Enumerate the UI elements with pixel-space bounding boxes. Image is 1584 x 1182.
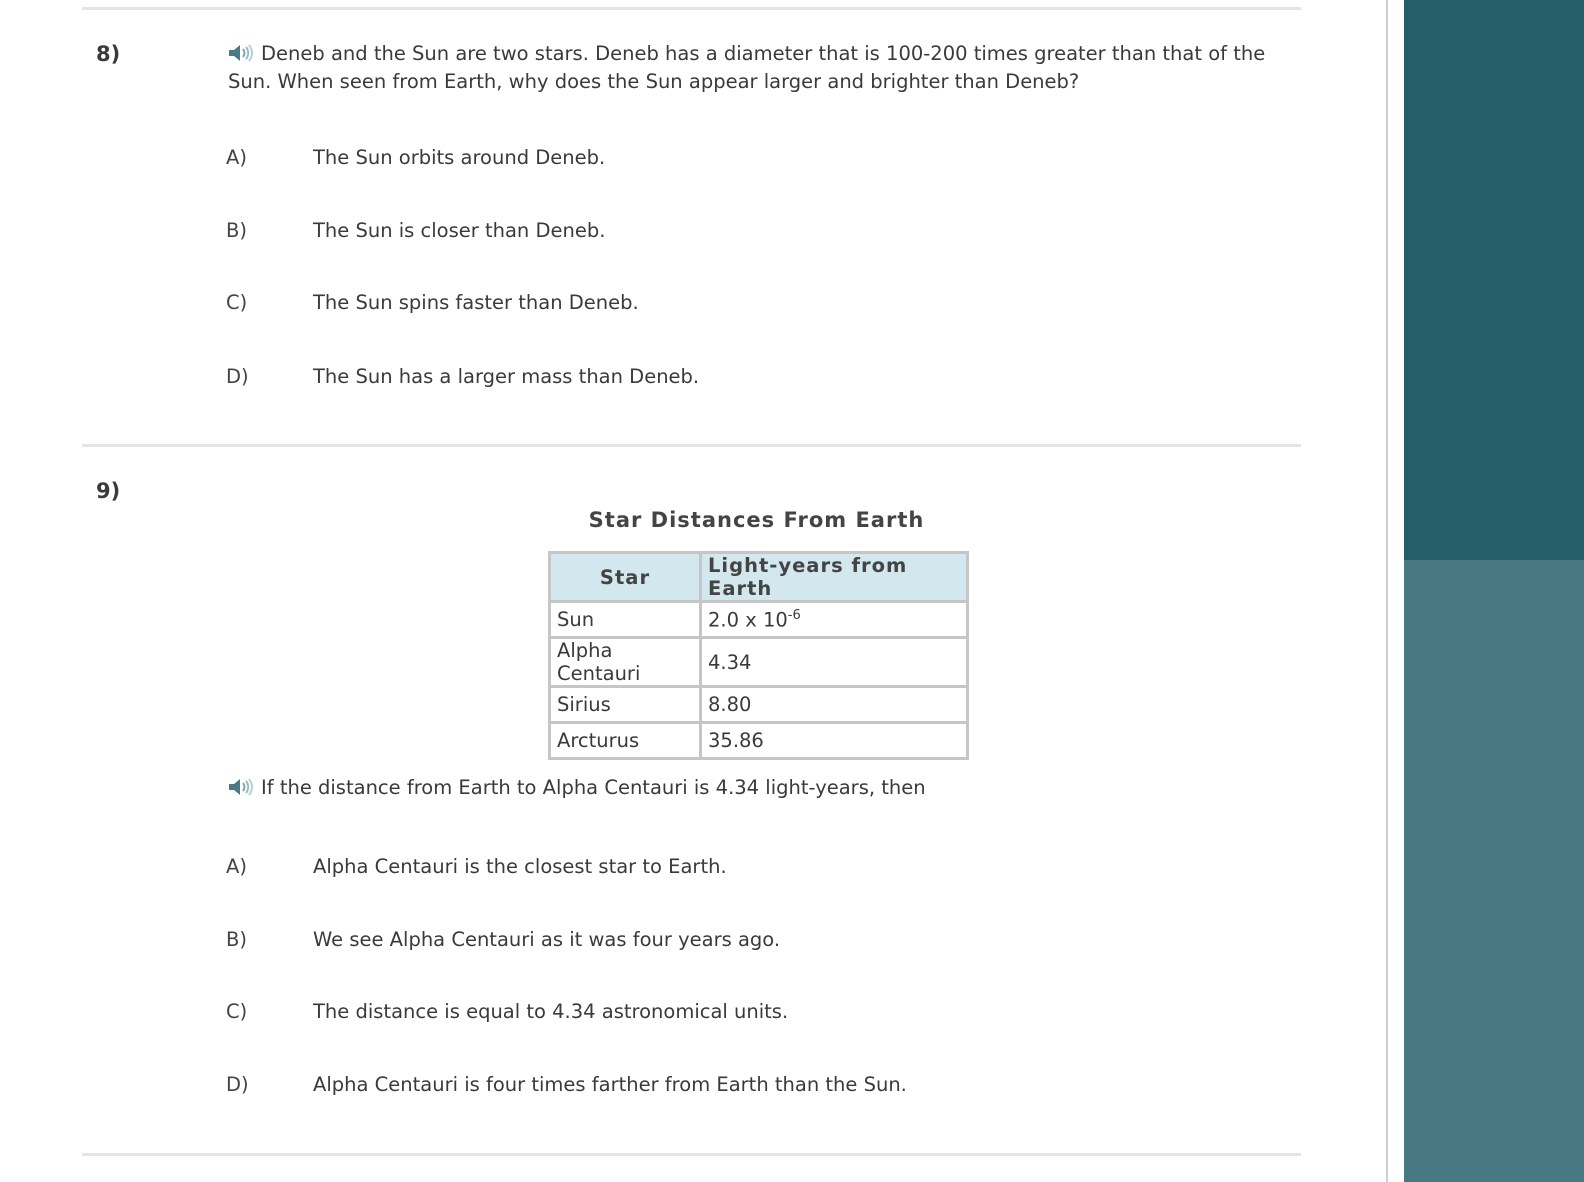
table-cell-star: Arcturus	[550, 723, 701, 759]
choice-text: The Sun orbits around Deneb.	[313, 146, 606, 169]
content-border	[1386, 0, 1388, 1182]
divider-top	[82, 7, 1301, 10]
choice-text: We see Alpha Centauri as it was four years ago.	[313, 928, 781, 951]
table-header-star: Star	[550, 553, 701, 602]
choice-letter: B)	[226, 219, 247, 242]
table-cell-value: 4.34	[701, 638, 968, 687]
table-cell-star: Sun	[550, 602, 701, 638]
choice-text: The Sun has a larger mass than Deneb.	[313, 365, 700, 388]
choice-letter: A)	[226, 146, 247, 169]
table-title: Star Distances From Earth	[588, 508, 925, 532]
table-cell-value: 8.80	[701, 687, 968, 723]
value-base: 2.0 x 10	[708, 608, 788, 632]
divider-middle	[82, 444, 1301, 447]
question-8-number: 8)	[96, 42, 121, 66]
choice-letter: B)	[226, 928, 247, 951]
question-9-prompt: If the distance from Earth to Alpha Centauri is 4.34 light-years, then	[261, 776, 926, 799]
divider-bottom	[82, 1153, 1301, 1156]
table-cell-value: 35.86	[701, 723, 968, 759]
choice-text: Alpha Centauri is the closest star to Earth.	[313, 855, 727, 878]
table-cell-star: Alpha Centauri	[550, 638, 701, 687]
table-header-row	[550, 553, 968, 602]
question-8-prompt: Deneb and the Sun are two stars. Deneb has a diameter that is 100-200 times greater than that of the Sun. When seen from Earth, why does the Sun appear larger and brighter than Deneb?	[228, 42, 1266, 93]
choice-letter: D)	[226, 1073, 249, 1096]
star-distance-table	[548, 551, 969, 760]
table-cell-star: Sirius	[550, 687, 701, 723]
question-9-text	[228, 775, 1288, 803]
sidebar-panel-bottom	[1404, 560, 1584, 1182]
table-header-lightyears: Light-years from Earth	[701, 553, 968, 602]
table-row	[550, 638, 968, 687]
table-row	[550, 723, 968, 759]
table-cell-value	[701, 602, 968, 638]
choice-letter: C)	[226, 291, 248, 314]
value-exponent: -6	[787, 607, 801, 623]
table-row	[550, 687, 968, 723]
sidebar-panel-top	[1404, 0, 1584, 560]
question-9-number: 9)	[96, 479, 121, 503]
choice-text: The distance is equal to 4.34 astronomical units.	[313, 1000, 789, 1023]
choice-text: The Sun is closer than Deneb.	[313, 219, 606, 242]
choice-letter: C)	[226, 1000, 248, 1023]
table-row	[550, 602, 968, 638]
choice-letter: D)	[226, 365, 249, 388]
choice-text: The Sun spins faster than Deneb.	[313, 291, 639, 314]
choice-letter: A)	[226, 855, 247, 878]
question-8-text	[228, 41, 1288, 95]
choice-text: Alpha Centauri is four times farther from Earth than the Sun.	[313, 1073, 907, 1096]
speaker-icon[interactable]	[228, 777, 256, 803]
speaker-icon[interactable]	[228, 43, 256, 69]
